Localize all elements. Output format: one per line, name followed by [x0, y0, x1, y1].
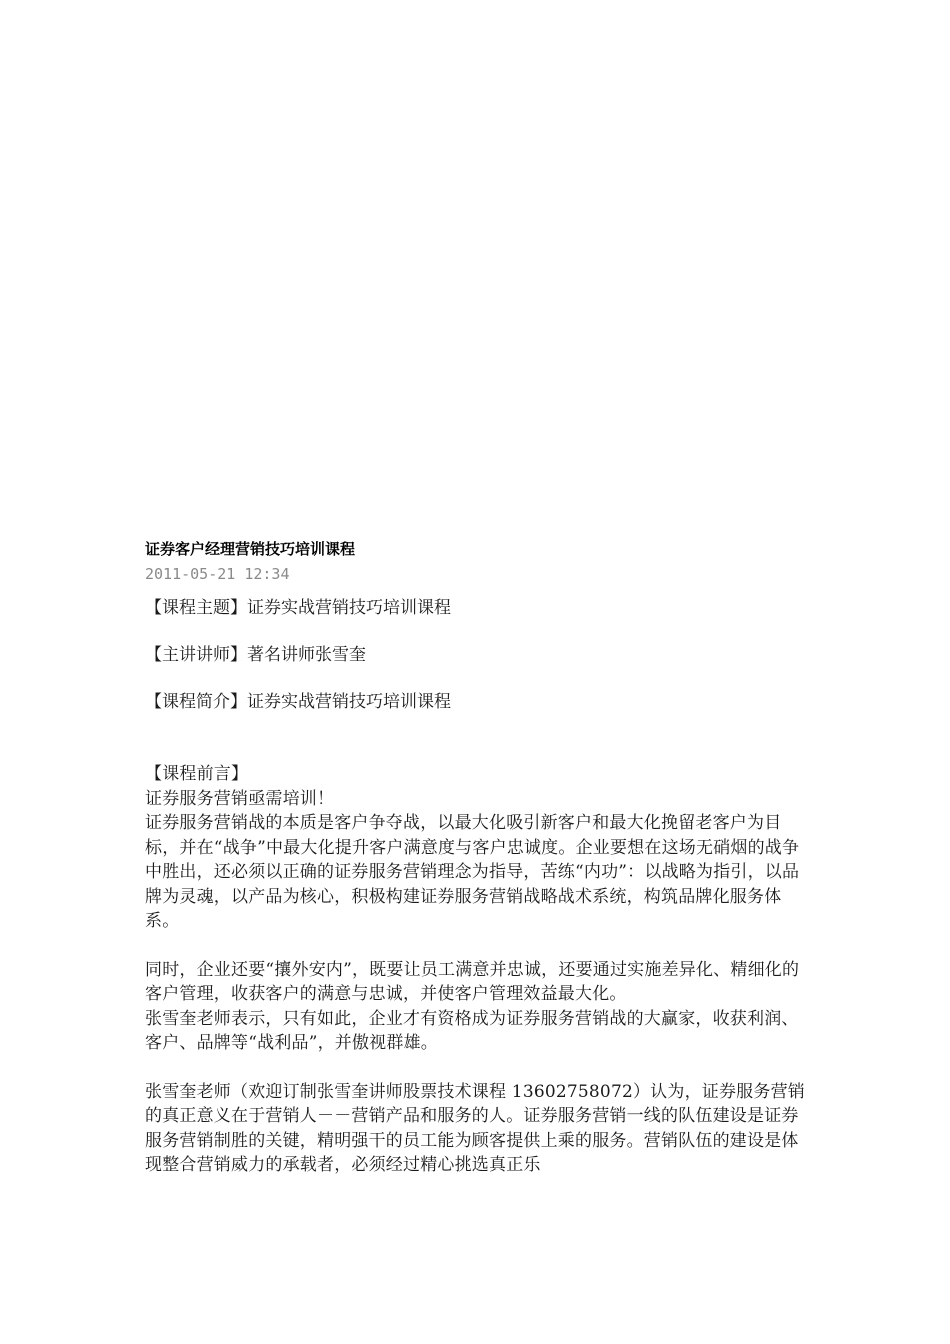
preface-subtitle: 证券服务营销亟需培训！ — [145, 788, 335, 809]
body-paragraph: 证券服务营销战的本质是客户争夺战，以最大化吸引新客户和最大化挽留老客户为目标，并在“战争”中最大化提升客户满意度与客户忠诚度。企业要想在这场无硝烟的战争中胜出，还必须以正确的证券服务营销理念为指导，苦练“内功”：以战略为指引，以品牌为灵魂，以产品为核心，积极构建证券服务营销战略战术系统，构筑品牌化服务体系。 — [145, 813, 800, 931]
publish-date: 2011-05-21 12:34 — [145, 565, 290, 583]
course-summary: 【课程简介】证券实战营销技巧培训课程 — [145, 692, 451, 712]
article — [145, 538, 810, 1178]
preface-heading: 【课程前言】 — [145, 764, 249, 784]
body-paragraph: 张雪奎老师表示，只有如此，企业才有资格成为证券服务营销战的大赢家，收获利润、客户、品牌等“战利品”，并傲视群雄。 — [145, 1008, 799, 1053]
body-paragraph: 张雪奎老师（欢迎订制张雪奎讲师股票技术课程 13602758072）认为，证券服务营销的真正意义在于营销人－－营销产品和服务的人。证券服务营销一线的队伍建设是证券服务营销制胜的关键，精明强干的员工能为顾客提供上乘的服务。营销队伍的建设是体现整合营销威力的承载者，必须经过精心挑选真正乐 — [145, 1081, 805, 1175]
body-paragraph: 同时，企业还要“攘外安内”，既要让员工满意并忠诚，还要通过实施差异化、精细化的客户管理，收获客户的满意与忠诚，并使客户管理效益最大化。 — [145, 959, 800, 1004]
article-title: 证券客户经理营销技巧培训课程 — [145, 540, 356, 558]
course-lecturer: 【主讲讲师】著名讲师张雪奎 — [145, 645, 366, 665]
course-topic: 【课程主题】证券实战营销技巧培训课程 — [145, 598, 451, 618]
